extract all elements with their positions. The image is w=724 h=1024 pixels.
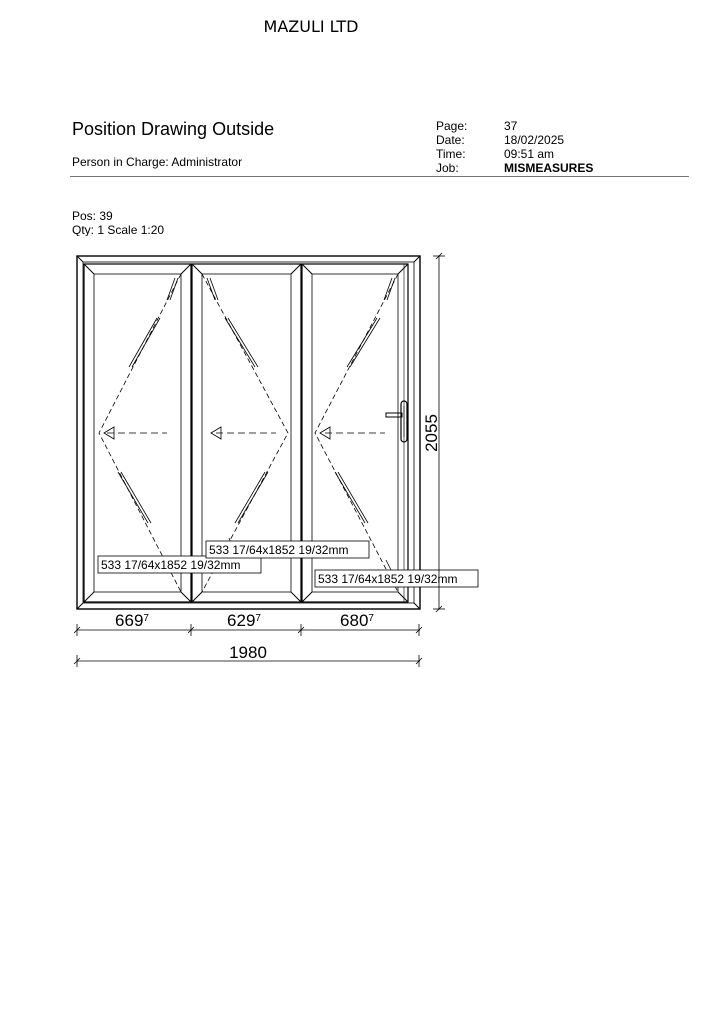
overall-height-value: 2055 xyxy=(422,414,441,452)
overall-width-dimension xyxy=(74,643,422,667)
quantity-scale: Qty: 1 Scale 1:20 xyxy=(72,223,165,236)
company-name: MAZULI LTD xyxy=(263,17,359,36)
glass-reflections xyxy=(118,278,395,570)
panel-width-left: $669^7$ xyxy=(115,611,149,630)
panel-width-dimensions xyxy=(74,611,422,636)
door-handle-icon xyxy=(386,401,407,442)
meta-time-value: 09:51 am xyxy=(504,147,555,161)
document-title: Position Drawing Outside xyxy=(72,119,275,139)
position-number: Pos: 39 xyxy=(72,209,113,223)
panel-size-label-left xyxy=(98,556,261,573)
panel-size-label-middle xyxy=(206,541,369,558)
panel-size-middle-text: 533 17/64x1852 19/32mm xyxy=(209,543,349,557)
overall-width-value: 1980 xyxy=(229,643,267,662)
panel-size-right-text: 533 17/64x1852 19/32mm xyxy=(318,572,458,586)
panel-width-middle: $629^7$ xyxy=(227,611,261,630)
meta-date-value: 18/02/2025 xyxy=(504,133,565,147)
panel-width-right: $680^7$ xyxy=(340,611,374,630)
sash-left xyxy=(84,264,191,602)
meta-page-value: 37 xyxy=(504,119,518,133)
meta-time-label: Time: xyxy=(436,147,466,161)
meta-page-label: Page: xyxy=(436,119,468,133)
meta-date-label: Date: xyxy=(436,133,465,147)
meta-job-label: Job: xyxy=(436,161,459,175)
panel-size-label-right xyxy=(315,570,478,587)
panel-size-left-text: 533 17/64x1852 19/32mm xyxy=(101,558,241,572)
height-dimension xyxy=(422,253,445,612)
meta-job-value: MISMEASURES xyxy=(504,161,594,175)
person-in-charge: Person in Charge: Administrator xyxy=(72,155,243,169)
